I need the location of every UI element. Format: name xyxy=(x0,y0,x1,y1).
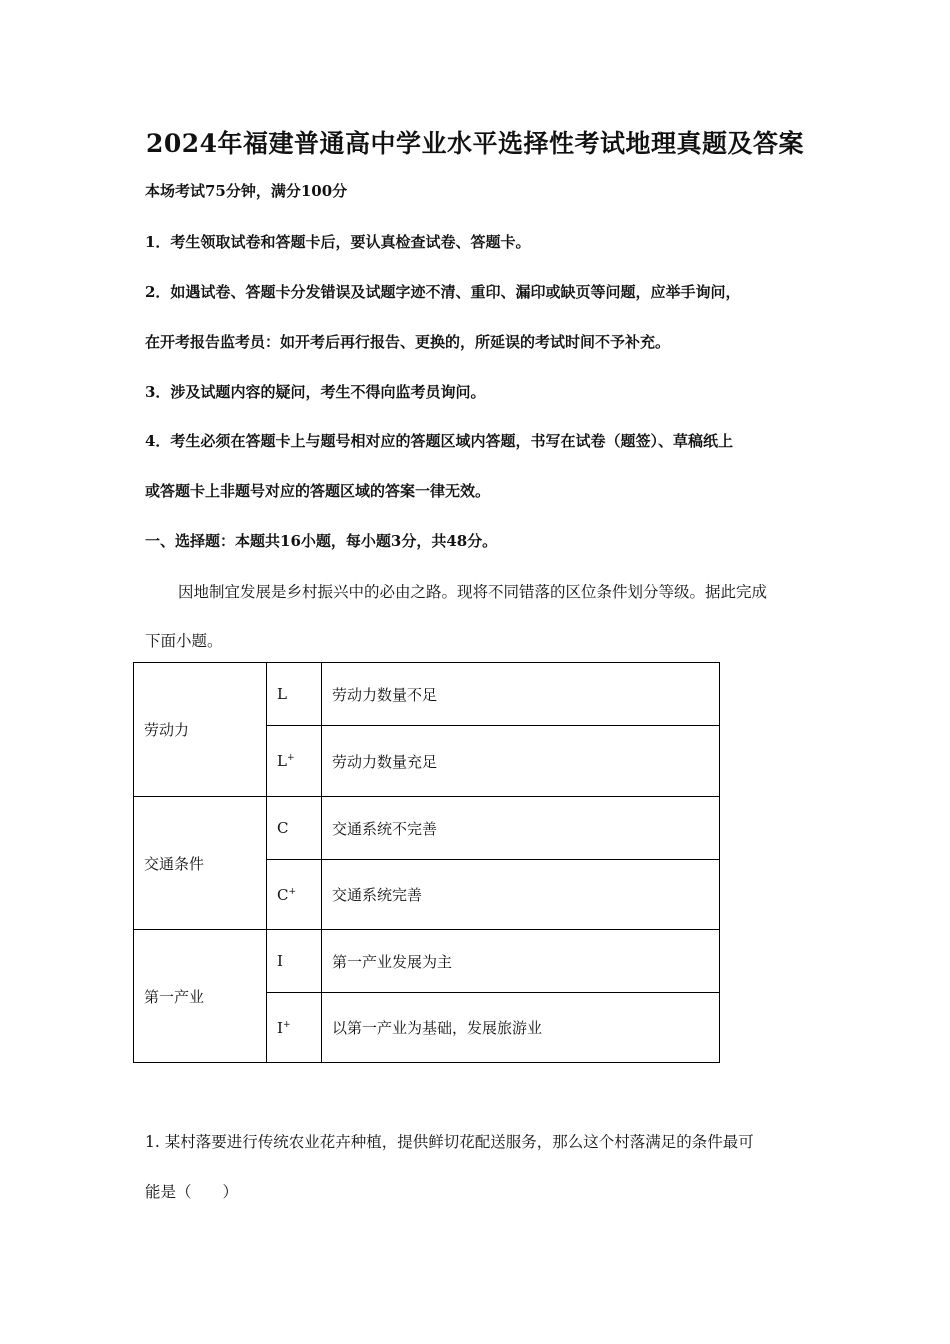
code-cell: L+ xyxy=(267,726,322,797)
section-heading: 一、选择题：本题共16小题，每小题3分，共48分。 xyxy=(145,532,498,550)
category-cell: 劳动力 xyxy=(134,663,267,797)
code-cell: L xyxy=(267,663,322,726)
instruction-2: 2．如遇试卷、答题卡分发错误及试题字迹不清、重印、漏印或缺页等问题，应举手询问， xyxy=(145,283,741,301)
intro-paragraph-cont: 下面小题。 xyxy=(145,632,223,650)
description-cell: 劳动力数量不足 xyxy=(322,663,720,726)
code-cell: I+ xyxy=(267,993,322,1063)
instruction-4: 4．考生必须在答题卡上与题号相对应的答题区域内答题，书写在试卷（题签）、草稿纸上 xyxy=(145,432,733,450)
exam-info: 本场考试75分钟，满分100分 xyxy=(145,182,348,200)
description-cell: 第一产业发展为主 xyxy=(322,930,720,993)
table-row xyxy=(134,797,720,860)
document-title: 2024年福建普通高中学业水平选择性考试地理真题及答案 xyxy=(145,129,805,158)
question-1-stem: 1. 某村落要进行传统农业花卉种植，提供鲜切花配送服务，那么这个村落满足的条件最可 xyxy=(145,1133,754,1151)
instruction-1: 1．考生领取试卷和答题卡后，要认真检查试卷、答题卡。 xyxy=(145,233,531,251)
description-cell: 以第一产业为基础，发展旅游业 xyxy=(322,993,720,1063)
description-cell: 交通系统不完善 xyxy=(322,797,720,860)
location-condition-table xyxy=(133,662,720,1063)
table-row xyxy=(134,663,720,726)
table-row xyxy=(134,930,720,993)
question-1-stem-cont: 能是（ ） xyxy=(145,1183,239,1201)
instruction-2-cont: 在开考报告监考员：如开考后再行报告、更换的，所延误的考试时间不予补充。 xyxy=(145,333,671,351)
category-cell: 第一产业 xyxy=(134,930,267,1063)
code-cell: C+ xyxy=(267,860,322,930)
intro-paragraph: 因地制宜发展是乡村振兴中的必由之路。现将不同错落的区位条件划分等级。据此完成 xyxy=(178,583,768,601)
instruction-4-cont: 或答题卡上非题号对应的答题区域的答案一律无效。 xyxy=(145,482,491,500)
instruction-3: 3．涉及试题内容的疑问，考生不得向监考员询问。 xyxy=(145,383,486,401)
code-cell: I xyxy=(267,930,322,993)
description-cell: 交通系统完善 xyxy=(322,860,720,930)
description-cell: 劳动力数量充足 xyxy=(322,726,720,797)
category-cell: 交通条件 xyxy=(134,797,267,930)
code-cell: C xyxy=(267,797,322,860)
